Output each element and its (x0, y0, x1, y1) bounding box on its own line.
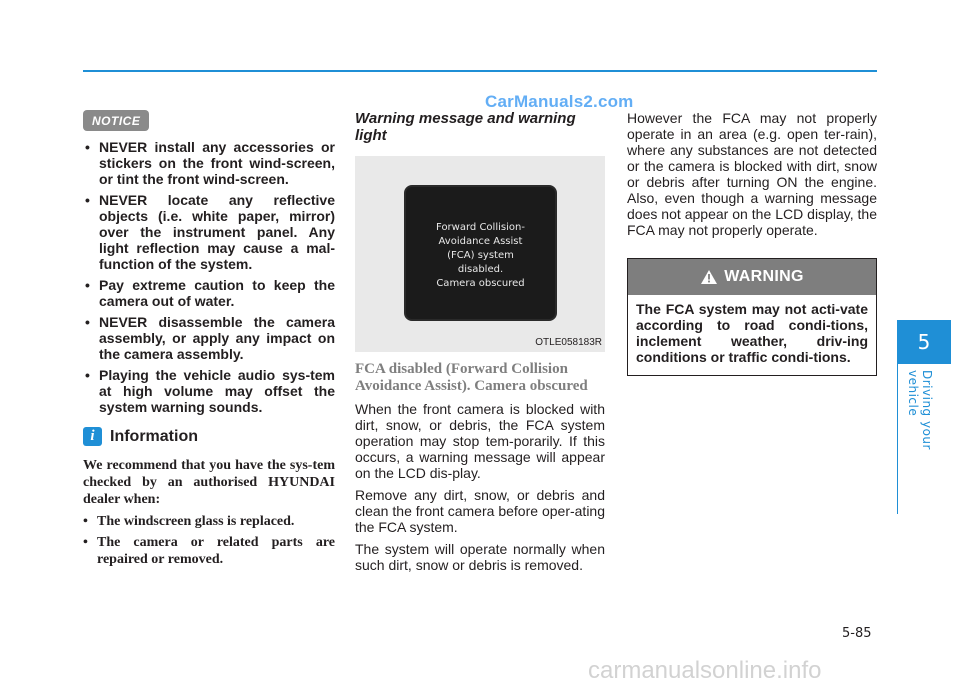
header-rule (83, 70, 877, 72)
watermark-carmanuals2[interactable]: CarManuals2.com (485, 92, 634, 111)
left-column (83, 110, 335, 572)
information-header (83, 427, 335, 446)
chapter-label: Driving your vehicle (906, 370, 934, 450)
lcd-display (404, 185, 557, 321)
body-paragraph: However the FCA may not properly operate in an area (e.g. open ter-rain), where any substances are not detected or the camera is blocked with dirt, snow or debris after turning ON the engine. Also, even though a warning message does not appear on the LCD display, the FCA may not properly operate. (627, 110, 877, 238)
page-number: 5-85 (842, 626, 872, 641)
warning-body: The FCA system may not acti-vate according to road condi-tions, inclement weather, driv-ing conditions or traffic condi-tions. (636, 301, 868, 365)
lcd-figure (355, 156, 605, 352)
warning-box (627, 258, 877, 376)
warning-title: WARNING (724, 268, 804, 285)
warning-header (628, 259, 876, 295)
watermark-carmanualsonline[interactable]: carmanualsonline.info (588, 657, 822, 684)
sub-heading: FCA disabled (Forward Collision Avoidance Assist). Camera obscured (355, 361, 588, 394)
chapter-divider (897, 364, 898, 514)
right-column (627, 110, 877, 376)
notice-item: • NEVER locate any reflective objects (i.e. white paper, mirror) over the instrument panel. Any light reflection may cause a mal-function of the system. (85, 192, 335, 272)
information-item: • The camera or related parts are repaired or removed. (83, 534, 335, 568)
information-list (83, 513, 335, 568)
info-icon: i (83, 427, 102, 446)
middle-column (355, 110, 605, 573)
notice-item: • NEVER install any accessories or stickers on the front wind-screen, or tint the front wind-screen. (85, 139, 335, 187)
body-paragraph: Remove any dirt, snow, or debris and clean the front camera before oper-ating the FCA system. (355, 487, 605, 535)
section-heading: Warning message and warning light (355, 110, 576, 144)
figure-code: OTLE058183R (535, 337, 602, 348)
warning-triangle-icon (700, 269, 718, 285)
chapter-tab: 5 (897, 320, 951, 364)
notice-item: • Pay extreme caution to keep the camera out of water. (85, 277, 335, 309)
lcd-message: Forward Collision- Avoidance Assist (FCA) system disabled. Camera obscured (436, 222, 525, 289)
notice-item: • Playing the vehicle audio sys-tem at high volume may offset the system warning sounds. (85, 367, 335, 415)
body-paragraph: The system will operate normally when such dirt, snow or debris is removed. (355, 541, 605, 573)
body-paragraph: When the front camera is blocked with dirt, snow, or debris, the FCA system operation may stop tem-porarily. If this occurs, a warning message will appear on the LCD dis-play. (355, 401, 605, 481)
notice-badge: NOTICE (83, 110, 149, 131)
information-body: We recommend that you have the sys-tem checked by an authorised HYUNDAI dealer when: (83, 458, 335, 507)
notice-list (83, 139, 335, 415)
information-item: • The windscreen glass is replaced. (83, 513, 335, 530)
notice-item: • NEVER disassemble the camera assembly, or apply any impact on the camera assembly. (85, 314, 335, 362)
information-title: Information (110, 427, 198, 445)
